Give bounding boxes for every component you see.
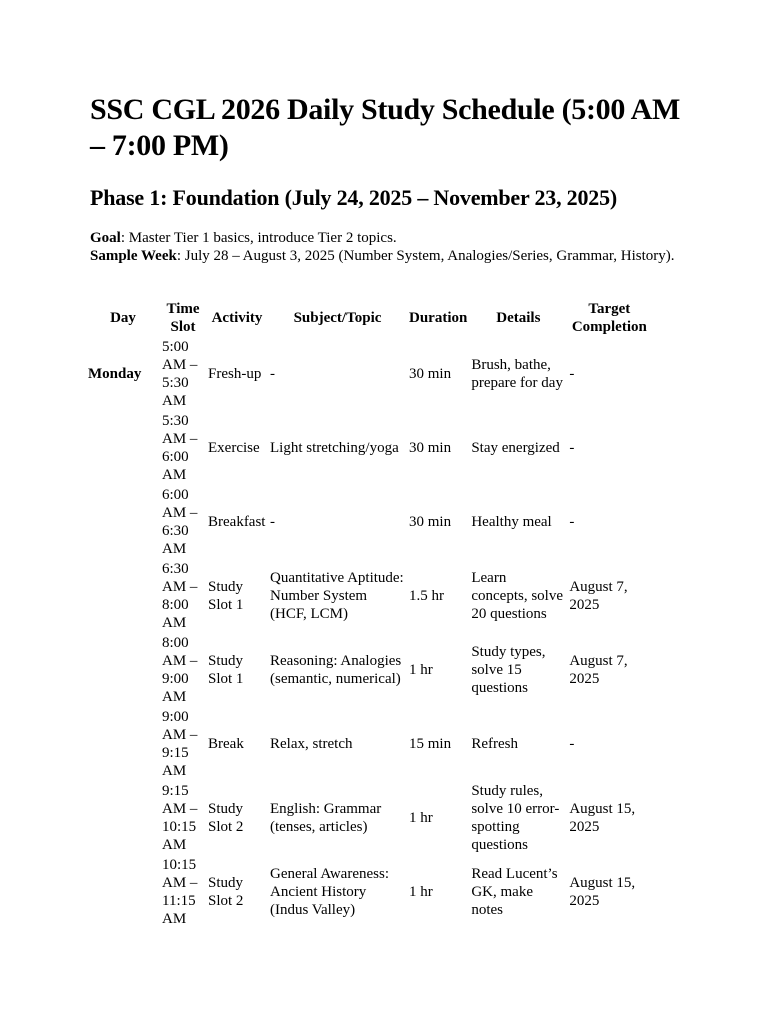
cell-day (86, 411, 160, 485)
document-page (90, 92, 690, 265)
cell-activity: Study Slot 1 (208, 579, 244, 613)
cell-time-slot: 6:00 AM – 6:30 AM (162, 487, 198, 557)
cell-duration: 30 min (409, 514, 452, 530)
cell-activity: Fresh-up (208, 366, 262, 382)
cell-duration: 1.5 hr (409, 588, 444, 604)
cell-details: Study rules, solve 10 error-spotting questions (471, 783, 560, 853)
cell-activity: Breakfast (208, 514, 266, 530)
goal-text: : Master Tier 1 basics, introduce Tier 2 topics. (120, 230, 397, 246)
table-row (86, 559, 651, 633)
document-title: SSC CGL 2026 Daily Study Schedule (5:00 AM – 7:00 PM) (90, 93, 680, 162)
cell-details: Learn concepts, solve 20 questions (471, 570, 563, 622)
cell-time-slot: 5:30 AM – 6:00 AM (162, 413, 198, 483)
cell-duration: 30 min (409, 366, 452, 382)
header-day: Day (110, 310, 136, 326)
cell-subject-topic: - (270, 366, 275, 382)
header-details: Details (496, 310, 541, 326)
cell-day (86, 559, 160, 633)
table-row (86, 633, 651, 707)
cell-day (86, 781, 160, 855)
phase-heading: Phase 1: Foundation (July 24, 2025 – November 23, 2025) (90, 185, 617, 210)
cell-activity: Study Slot 1 (208, 653, 244, 687)
cell-time-slot: 6:30 AM – 8:00 AM (162, 561, 198, 631)
cell-day (86, 855, 160, 929)
cell-duration: 1 hr (409, 662, 433, 678)
goal-line (90, 229, 690, 247)
cell-target-completion: August 7, 2025 (569, 579, 628, 613)
table-row (86, 337, 651, 411)
cell-duration: 1 hr (409, 810, 433, 826)
cell-activity: Study Slot 2 (208, 875, 244, 909)
table-row (86, 855, 651, 929)
table-header-row (86, 299, 651, 337)
cell-time-slot: 9:00 AM – 9:15 AM (162, 709, 198, 779)
sample-week-line (90, 247, 690, 265)
sample-week-text: : July 28 – August 3, 2025 (Number System, Analogies/Series, Grammar, History). (176, 248, 675, 264)
cell-details: Study types, solve 15 questions (471, 644, 546, 696)
cell-subject-topic: General Awareness: Ancient History (Indus Valley) (270, 866, 389, 918)
cell-time-slot: 5:00 AM – 5:30 AM (162, 339, 198, 409)
cell-day (86, 485, 160, 559)
cell-activity: Exercise (208, 440, 260, 456)
header-subject-topic: Subject/Topic (293, 310, 382, 326)
cell-subject-topic: English: Grammar (tenses, articles) (270, 801, 382, 835)
cell-subject-topic: Quantitative Aptitude: Number System (HCF, LCM) (270, 570, 404, 622)
cell-target-completion: - (569, 440, 575, 456)
table-row (86, 707, 651, 781)
cell-details: Refresh (471, 736, 518, 752)
cell-duration: 1 hr (409, 884, 433, 900)
header-target-completion: Target Completion (571, 301, 647, 335)
cell-target-completion: - (569, 514, 575, 530)
table-row (86, 781, 651, 855)
goal-paragraph (90, 229, 690, 265)
cell-subject-topic: Light stretching/yoga (270, 440, 399, 456)
cell-details: Brush, bathe, prepare for day (471, 357, 563, 391)
goal-label: Goal (90, 230, 121, 246)
cell-details: Healthy meal (471, 514, 552, 530)
cell-target-completion: - (569, 366, 575, 382)
schedule-table (86, 299, 651, 929)
cell-activity: Break (208, 736, 244, 752)
cell-details: Stay energized (471, 440, 560, 456)
sample-week-label: Sample Week (90, 248, 177, 264)
cell-activity: Study Slot 2 (208, 801, 244, 835)
cell-target-completion: August 15, 2025 (569, 801, 636, 835)
table-row (86, 485, 651, 559)
cell-day (86, 633, 160, 707)
cell-target-completion: August 7, 2025 (569, 653, 628, 687)
cell-day (86, 707, 160, 781)
cell-time-slot: 10:15 AM – 11:15 AM (162, 857, 198, 927)
cell-duration: 30 min (409, 440, 452, 456)
table-row (86, 411, 651, 485)
cell-target-completion: August 15, 2025 (569, 875, 636, 909)
header-activity: Activity (211, 310, 263, 326)
cell-time-slot: 8:00 AM – 9:00 AM (162, 635, 198, 705)
cell-subject-topic: - (270, 514, 275, 530)
header-duration: Duration (409, 310, 468, 326)
cell-time-slot: 9:15 AM – 10:15 AM (162, 783, 198, 853)
cell-target-completion: - (569, 736, 575, 752)
cell-subject-topic: Reasoning: Analogies (semantic, numerical) (270, 653, 402, 687)
cell-subject-topic: Relax, stretch (270, 736, 353, 752)
cell-duration: 15 min (409, 736, 452, 752)
cell-day: Monday (88, 366, 142, 382)
cell-details: Read Lucent’s GK, make notes (471, 866, 558, 918)
header-time-slot: Time Slot (166, 301, 200, 335)
